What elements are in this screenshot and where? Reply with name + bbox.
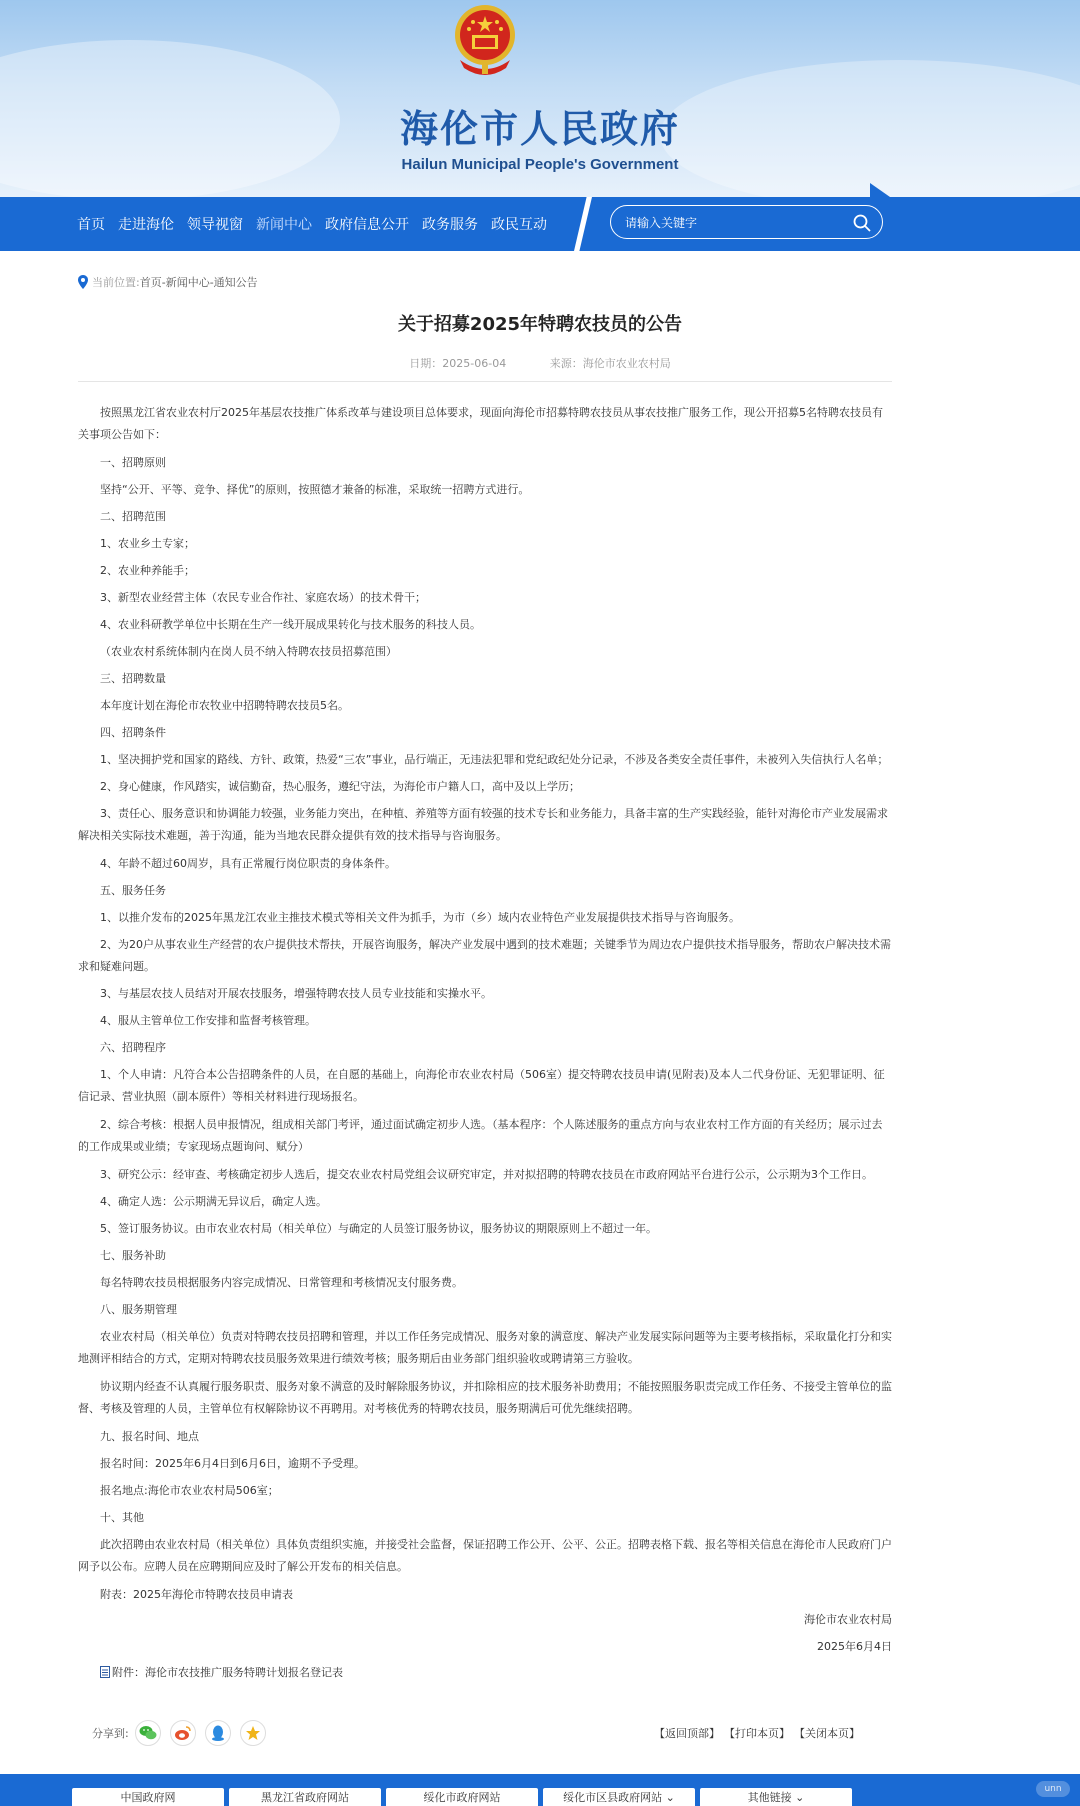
breadcrumb-prefix: 当前位置: <box>92 276 140 289</box>
site-title: 海伦市人民政府 <box>399 107 680 151</box>
section-heading: 二、招聘范围 <box>100 510 166 523</box>
article-paragraph: 坚持“公开、平等、竞争、择优”的原则，按照德才兼备的标准，采取统一招聘方式进行。 <box>100 483 530 496</box>
footer-link-suihua-county-gov[interactable]: 绥化市区县政府网站 ⌄ <box>543 1788 695 1806</box>
article-paragraph: 3、与基层农技人员结对开展农技服务，增强特聘农技人员专业技能和实操水平。 <box>100 987 492 1000</box>
article-paragraph: 3、新型农业经营主体（农民专业合作社、家庭农场）的技术骨干； <box>100 591 426 604</box>
search-icon[interactable] <box>852 213 872 233</box>
section-heading: 四、招聘条件 <box>100 726 166 739</box>
share-bar <box>92 1718 275 1748</box>
page-actions <box>650 1725 860 1741</box>
article-paragraph: 2、身心健康，作风踏实，诚信勤奋，热心服务，遵纪守法，为海伦市户籍人口，高中及以上学历； <box>100 780 580 793</box>
article-paragraph: 按照黑龙江省农业农村厅2025年基层农技推广体系改革与建设项目总体要求，现面向海伦市招募特聘农技员从事农技推广服务工作，现公开招募5名特聘农技员有关事项公告如下： <box>78 406 883 441</box>
article-meta <box>0 355 1080 371</box>
weibo-icon[interactable] <box>170 1720 196 1746</box>
close-page-link[interactable]: 【关闭本页】 <box>794 1727 860 1740</box>
main-nav <box>0 197 1080 251</box>
divider <box>78 381 892 382</box>
breadcrumb-path[interactable]: 首页-新闻中心-通知公告 <box>139 276 258 289</box>
wechat-icon[interactable] <box>135 1720 161 1746</box>
nav-item-interaction[interactable]: 政民互动 <box>491 217 547 233</box>
footer-link-central-gov[interactable]: 中国政府网 <box>72 1788 224 1806</box>
nav-item-leadership[interactable]: 领导视窗 <box>187 217 243 233</box>
section-heading: 九、报名时间、地点 <box>100 1430 199 1443</box>
article-paragraph: 1、坚决拥护党和国家的路线、方针、政策，热爱“三农”事业，品行端正，无违法犯罪和党纪政纪处分记录，不涉及各类安全责任事件，未被列入失信执行人名单； <box>100 753 889 766</box>
qq-icon[interactable] <box>205 1720 231 1746</box>
article-paragraph: 5、签订服务协议。由市农业农村局（相关单位）与确定的人员签订服务协议，服务协议的期限原则上不超过一年。 <box>100 1222 657 1235</box>
nav-item-info-disclosure[interactable]: 政府信息公开 <box>325 217 409 233</box>
article-paragraph: 每名特聘农技员根据服务内容完成情况、日常管理和考核情况支付服务费。 <box>100 1276 463 1289</box>
attachment-label[interactable]: 附件：海伦市农技推广服务特聘计划报名登记表 <box>112 1666 343 1679</box>
national-emblem-icon <box>452 2 518 76</box>
section-heading: 八、服务期管理 <box>100 1303 177 1316</box>
nav-items <box>77 197 560 251</box>
article-paragraph: 4、年龄不超过60周岁，具有正常履行岗位职责的身体条件。 <box>100 857 396 870</box>
nav-item-about-hailun[interactable]: 走进海伦 <box>118 217 174 233</box>
nav-item-home[interactable]: 首页 <box>77 217 105 233</box>
article-paragraph: 2、综合考核：根据人员申报情况，组成相关部门考评，通过面试确定初步人选。（基本程序：个人陈述服务的重点方向与农业农村工作方面的有关经历；展示过去的工作成果或业绩；专家现场点题询问、赋分） <box>78 1118 883 1153</box>
section-heading: 七、服务补助 <box>100 1249 166 1262</box>
footer-link-suihua-gov[interactable]: 绥化市政府网站 <box>386 1788 538 1806</box>
article-paragraph: 4、农业科研教学单位中长期在生产一线开展成果转化与技术服务的科技人员。 <box>100 618 481 631</box>
article-paragraph: 2、为20户从事农业生产经营的农户提供技术帮扶，开展咨询服务，解决产业发展中遇到的技术难题；关键季节为周边农户提供技术指导服务，帮助农户解决技术需求和疑难问题。 <box>78 938 891 973</box>
share-label: 分享到: <box>92 1727 129 1740</box>
nav-item-news-center[interactable]: 新闻中心 <box>256 217 312 233</box>
article-title: 关于招募2025年特聘农技员的公告 <box>397 314 683 335</box>
section-heading: 十、其他 <box>100 1511 144 1524</box>
favorite-icon[interactable] <box>240 1720 266 1746</box>
breadcrumb <box>78 274 258 290</box>
nav-item-gov-services[interactable]: 政务服务 <box>422 217 478 233</box>
article-paragraph: 协议期内经查不认真履行服务职责、服务对象不满意的及时解除服务协议，并扣除相应的技术服务补助费用；不能按照服务职责完成工作任务、不接受主管单位的监督、考核及管理的人员，主管单位有权解除协议不再聘用。对考核优秀的特聘农技员，服务期满后可优先继续招聘。 <box>78 1380 892 1415</box>
print-page-link[interactable]: 【打印本页】 <box>724 1727 790 1740</box>
attachment-link[interactable] <box>100 1664 343 1680</box>
article-paragraph: 2、农业种养能手； <box>100 564 195 577</box>
article-source: 来源：海伦市农业农村局 <box>549 357 671 370</box>
section-heading: 五、服务任务 <box>100 884 166 897</box>
article-paragraph: 1、农业乡土专家； <box>100 537 195 550</box>
article-paragraph: 4、确定人选：公示期满无异议后，确定人选。 <box>100 1195 327 1208</box>
location-pin-icon <box>78 275 88 289</box>
search-box <box>610 205 883 239</box>
nav-divider <box>574 197 592 251</box>
article-paragraph: 报名地点:海伦市农业农村局506室； <box>100 1484 279 1497</box>
article-paragraph: 农业农村局（相关单位）负责对特聘农技员招聘和管理，并以工作任务完成情况、服务对象的满意度、解决产业发展实际问题等为主要考核指标，采取量化打分和实地测评相结合的方式，定期对特聘农技员服务效果进行绩效考核；服务期后由业务部门组织验收或聘请第三方验收。 <box>78 1330 892 1365</box>
section-heading: 六、招聘程序 <box>100 1041 166 1054</box>
article-paragraph: 3、责任心、服务意识和协调能力较强，业务能力突出，在种植、养殖等方面有较强的技术专长和业务能力，具备丰富的生产实践经验，能针对海伦市产业发展需求解决相关实际技术难题，善于沟通，能为当地农民群众提供有效的技术指导与咨询服务。 <box>78 807 888 842</box>
signature-date: 2025年6月4日 <box>817 1640 892 1653</box>
article-paragraph: 本年度计划在海伦市农牧业中招聘特聘农技员5名。 <box>100 699 349 712</box>
article-date: 日期：2025-06-04 <box>409 357 507 370</box>
article-paragraph: 1、个人申请：凡符合本公告招聘条件的人员，在自愿的基础上，向海伦市农业农村局（506室）提交特聘农技员申请(见附表)及本人二代身份证、无犯罪证明、征信记录、营业执照（副本原件）等相关材料进行现场报名。 <box>78 1068 885 1103</box>
site-subtitle: Hailun Municipal People's Government <box>401 156 679 173</box>
footer-link-other[interactable]: 其他链接 ⌄ <box>700 1788 852 1806</box>
article-paragraph: 报名时间：2025年6月4日到6月6日，逾期不予受理。 <box>100 1457 365 1470</box>
article-paragraph: 1、以推介发布的2025年黑龙江农业主推技术模式等相关文件为抓手，为市（乡）域内农业特色产业发展提供技术指导与咨询服务。 <box>100 911 740 924</box>
document-icon <box>100 1666 110 1678</box>
signature-org: 海伦市农业农村局 <box>804 1613 892 1626</box>
article-paragraph: （农业农村系统体制内在岗人员不纳入特聘农技员招募范围） <box>100 645 397 658</box>
article-paragraph: 附表：2025年海伦市特聘农技员申请表 <box>100 1588 293 1601</box>
footer-link-heilongjiang-gov[interactable]: 黑龙江省政府网站 <box>229 1788 381 1806</box>
header-banner <box>0 0 1080 197</box>
back-to-top-link[interactable]: 【返回顶部】 <box>654 1727 720 1740</box>
article-paragraph: 3、研究公示：经审查、考核确定初步人选后，提交农业农村局党组会议研究审定，并对拟招聘的特聘农技员在市政府网站平台进行公示，公示期为3个工作日。 <box>100 1168 873 1181</box>
floating-badge[interactable]: unn <box>1036 1781 1070 1797</box>
search-input[interactable] <box>625 214 835 232</box>
section-heading: 三、招聘数量 <box>100 672 166 685</box>
article-paragraph: 4、服从主管单位工作安排和监督考核管理。 <box>100 1014 316 1027</box>
section-heading: 一、招聘原则 <box>100 456 166 469</box>
article-paragraph: 此次招聘由农业农村局（相关单位）具体负责组织实施，并接受社会监督，保证招聘工作公开、公平、公正。招聘表格下载、报名等相关信息在海伦市人民政府门户网予以公布。应聘人员在应聘期间应及时了解公开发布的相关信息。 <box>78 1538 892 1573</box>
